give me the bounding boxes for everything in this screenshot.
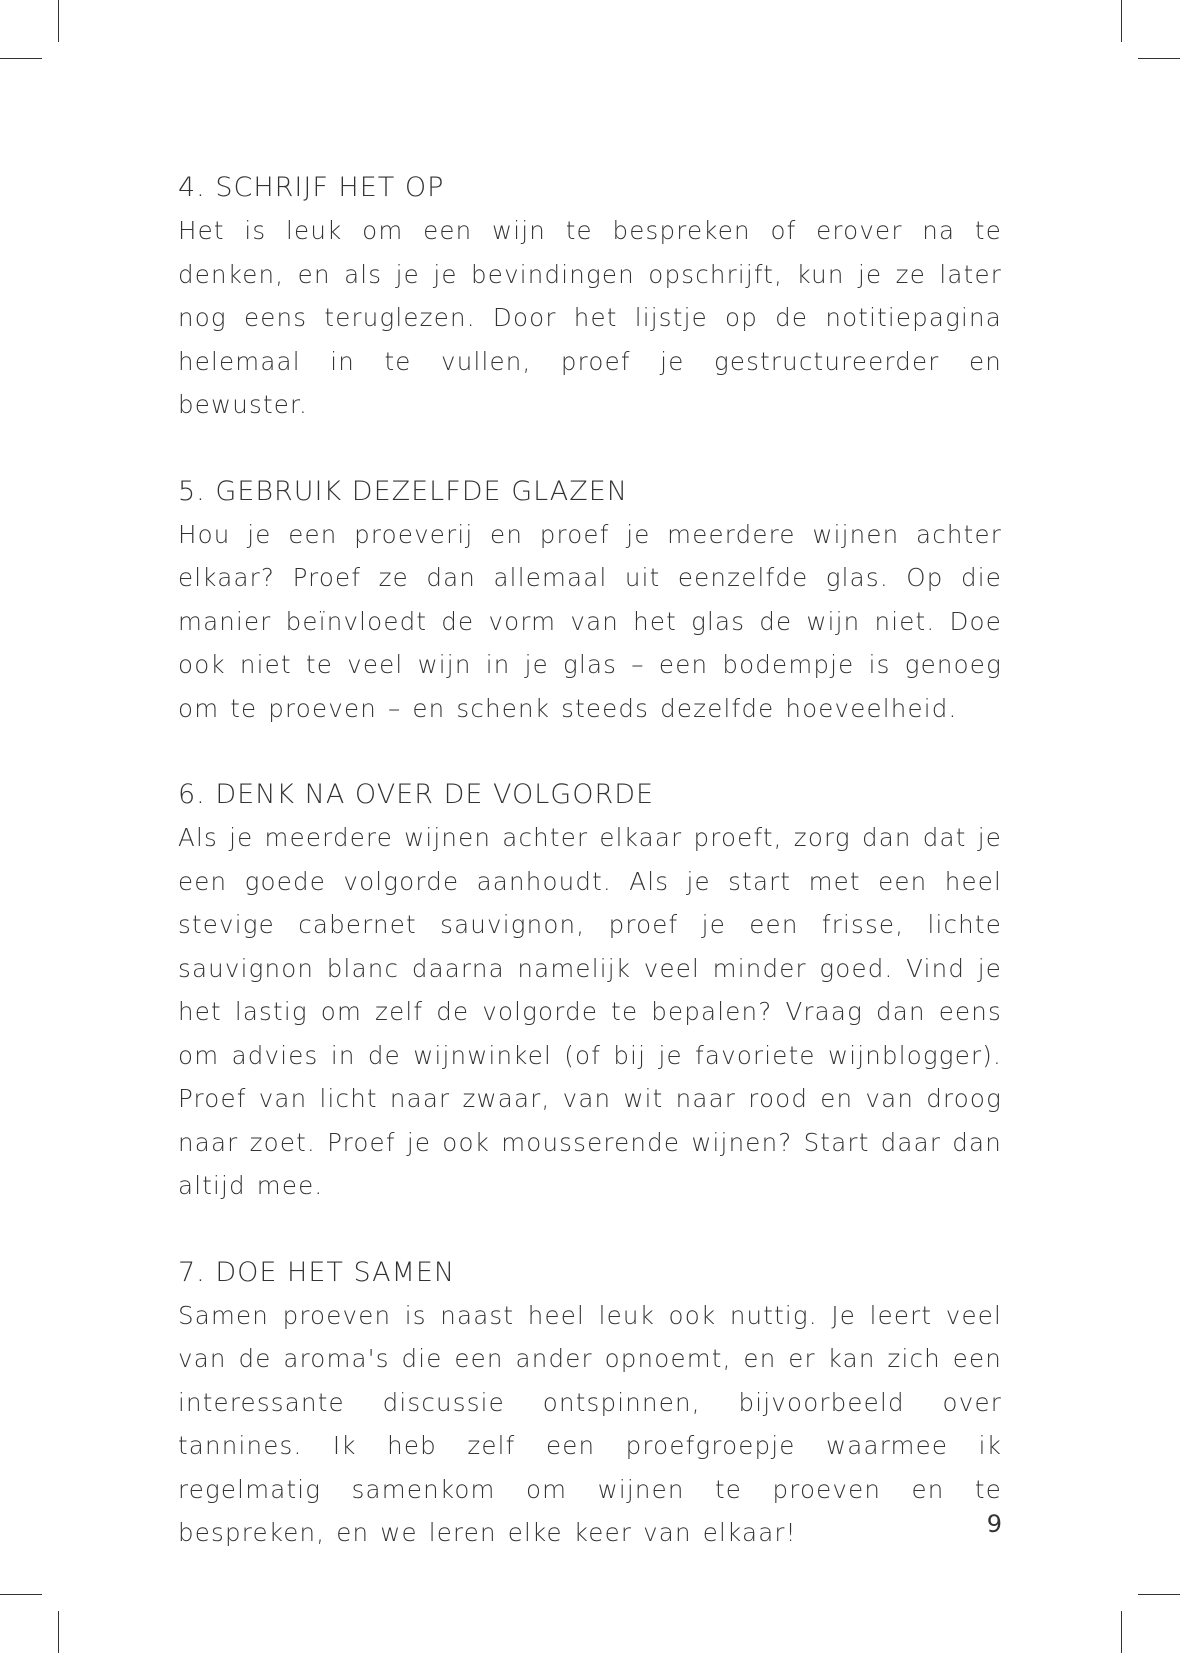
section-body: Samen proeven is naast heel leuk ook nuttig. Je leert veel van de aroma's die een ander opnoemt, en er kan zich een interessante discussie ontspinnen, bijvoorbeeld over tannines. Ik heb zelf een proefgroepje waarmee ik regelmatig samenkom om wijnen te proeven en te bespreken, en we leren elke keer van elkaar! <box>178 1300 1002 1547</box>
section-body: Het is leuk om een wijn te bespreken of erover na te denken, en als je je bevindingen opschrijft, kun je ze later nog eens teruglezen. Door het lijstje op de notitiepagina helemaal in te vullen, proef je gestructureerder en bewuster. <box>178 216 1002 419</box>
section-body: Hou je een proeverij en proef je meerdere wijnen achter elkaar? Proef ze dan allemaal uit eenzelfde glas. Op die manier beïnvloedt de vorm van het glas de wijn niet. Doe ook niet te veel wijn in je glas – een bodempje is genoeg om te proeven – en schenk steeds dezelfde hoeveelheid. <box>178 519 1002 723</box>
section-heading: 6. DENK NA OVER DE VOLGORDE <box>178 779 655 810</box>
page-number: 9 <box>986 1510 1002 1538</box>
crop-mark-bottom-right-horizontal <box>1138 1594 1180 1595</box>
section-heading: 7. DOE HET SAMEN <box>178 1256 456 1288</box>
crop-mark-top-right-vertical <box>1121 0 1122 42</box>
crop-mark-bottom-left-vertical <box>58 1611 59 1653</box>
crop-mark-top-right-horizontal <box>1138 58 1180 59</box>
section-heading: 4. SCHRIJF HET OP <box>178 172 445 203</box>
section-denk-na-over-de-volgorde <box>178 773 1002 1208</box>
section-gebruik-dezelfde-glazen <box>178 470 1002 731</box>
crop-mark-top-left-vertical <box>58 0 59 42</box>
crop-mark-top-left-horizontal <box>0 58 42 59</box>
crop-mark-bottom-left-horizontal <box>0 1594 42 1595</box>
section-doe-het-samen <box>178 1251 1002 1555</box>
section-body: Als je meerdere wijnen achter elkaar proeft, zorg dan dat je een goede volgorde aanhoudt. Als je start met een heel stevige cabernet sauvignon, proef je een frisse, lichte sauvignon blanc daarna namelijk veel minder goed. Vind je het lastig om zelf de volgorde te bepalen? Vraag dan eens om advies in de wijnwinkel (of bij je favoriete wijnblogger). Proef van licht naar zwaar, van wit naar rood en van droog naar zoet. Proef je ook mousserende wijnen? Start daar dan altijd mee. <box>178 823 1002 1200</box>
section-heading: 5. GEBRUIK DEZELFDE GLAZEN <box>178 475 628 507</box>
crop-mark-bottom-right-vertical <box>1121 1611 1122 1653</box>
section-schrijf-het-op <box>178 166 1002 427</box>
page-content <box>178 166 1002 1598</box>
